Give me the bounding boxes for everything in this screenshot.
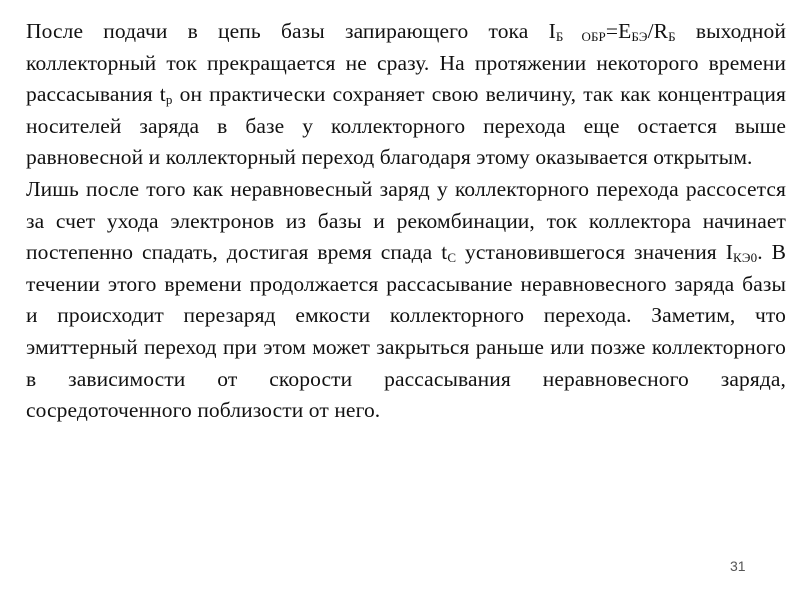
page-number: 31: [730, 558, 746, 574]
paragraph-1-text-mid: выходной коллекторный ток прекращается не сразу. На протяжении некоторого времени рассасывания t: [26, 19, 786, 107]
subscript-ib-obr: Б ОБР: [555, 29, 606, 44]
subscript-tp: р: [165, 92, 173, 108]
subscript-ebe: БЭ: [631, 29, 648, 44]
paragraph-1: [26, 16, 786, 174]
paragraph-2: [26, 174, 786, 427]
paragraph-1-text-start: После подачи в цепь базы запирающего тока I: [26, 19, 556, 43]
paragraph-1-text-eq: =E: [605, 19, 632, 43]
subscript-tc: C: [447, 250, 457, 266]
paragraph-1-text-end: он практически сохраняет свою величину, так как концентрация носителей заряда в базе у коллекторного перехода еще остается выше равновесной и коллекторный переход благодаря этому оказывается открытым.: [26, 82, 787, 170]
subscript-ike0: КЭ0: [732, 250, 758, 266]
paragraph-2-text-end: . В течении этого времени продолжается рассасывание неравновесного заряда базы и происходит перезаряд емкости коллекторного перехода. Заметим, что эмиттерный переход при этом может закрыться раньше или позже коллекторного в зависимости от скорости рассасывания неравновесного заряда, сосредоточенного поблизости от него.: [26, 240, 787, 423]
slide-body: [26, 16, 786, 427]
subscript-rb: Б: [668, 29, 676, 44]
paragraph-2-text-start: Лишь после того как неравновесный заряд у коллекторного перехода рассосется за счет ухода электронов из базы и рекомбинации, ток коллектора начинает постепенно спадать, достигая время спада t: [26, 176, 786, 265]
paragraph-1-text-slash: /R: [647, 19, 669, 43]
paragraph-2-text-mid: установившегося значения I: [456, 240, 733, 265]
